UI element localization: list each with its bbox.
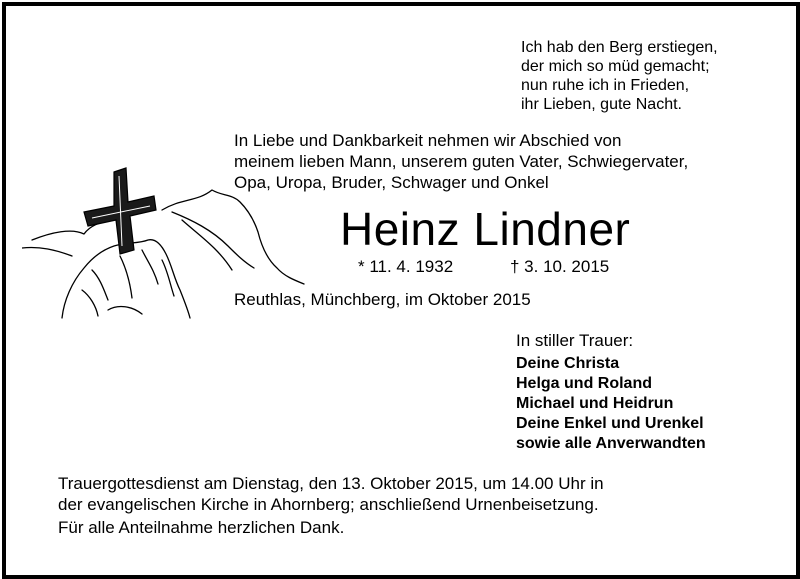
poem-line: nun ruhe ich in Frieden, bbox=[521, 77, 690, 94]
service-notice bbox=[58, 473, 604, 515]
poem-line: Ich hab den Berg erstiegen, bbox=[521, 39, 718, 56]
farewell-intro bbox=[234, 130, 688, 193]
deceased-name: Heinz Lindner bbox=[340, 203, 631, 255]
service-line: Trauergottesdienst am Dienstag, den 13. Oktober 2015, um 14.00 Uhr in bbox=[58, 474, 604, 493]
mourner-name: sowie alle Anverwandten bbox=[516, 435, 706, 452]
intro-line: In Liebe und Dankbarkeit nehmen wir Abschied von bbox=[234, 131, 622, 150]
service-line: der evangelischen Kirche in Ahornberg; anschließend Urnenbeisetzung. bbox=[58, 495, 599, 514]
poem-line: der mich so müd gemacht; bbox=[521, 58, 710, 75]
birth-date: * 11. 4. 1932 bbox=[358, 257, 454, 276]
death-date: † 3. 10. 2015 bbox=[510, 257, 610, 276]
mourner-name: Michael und Heidrun bbox=[516, 395, 674, 412]
mourning-heading: In stiller Trauer: bbox=[516, 331, 634, 350]
mourner-name: Deine Enkel und Urenkel bbox=[516, 415, 704, 432]
thanks-line: Für alle Anteilnahme herzlichen Dank. bbox=[58, 518, 345, 537]
intro-line: meinem lieben Mann, unserem guten Vater, Schwiegervater, bbox=[234, 152, 689, 171]
mourners-list bbox=[516, 354, 706, 454]
poem-verse bbox=[521, 38, 781, 114]
place-date: Reuthlas, Münchberg, im Oktober 2015 bbox=[234, 290, 531, 309]
mourner-name: Helga und Roland bbox=[516, 375, 652, 392]
poem-line: ihr Lieben, gute Nacht. bbox=[521, 96, 682, 113]
intro-line: Opa, Uropa, Bruder, Schwager und Onkel bbox=[234, 173, 549, 192]
mourner-name: Deine Christa bbox=[516, 355, 620, 372]
